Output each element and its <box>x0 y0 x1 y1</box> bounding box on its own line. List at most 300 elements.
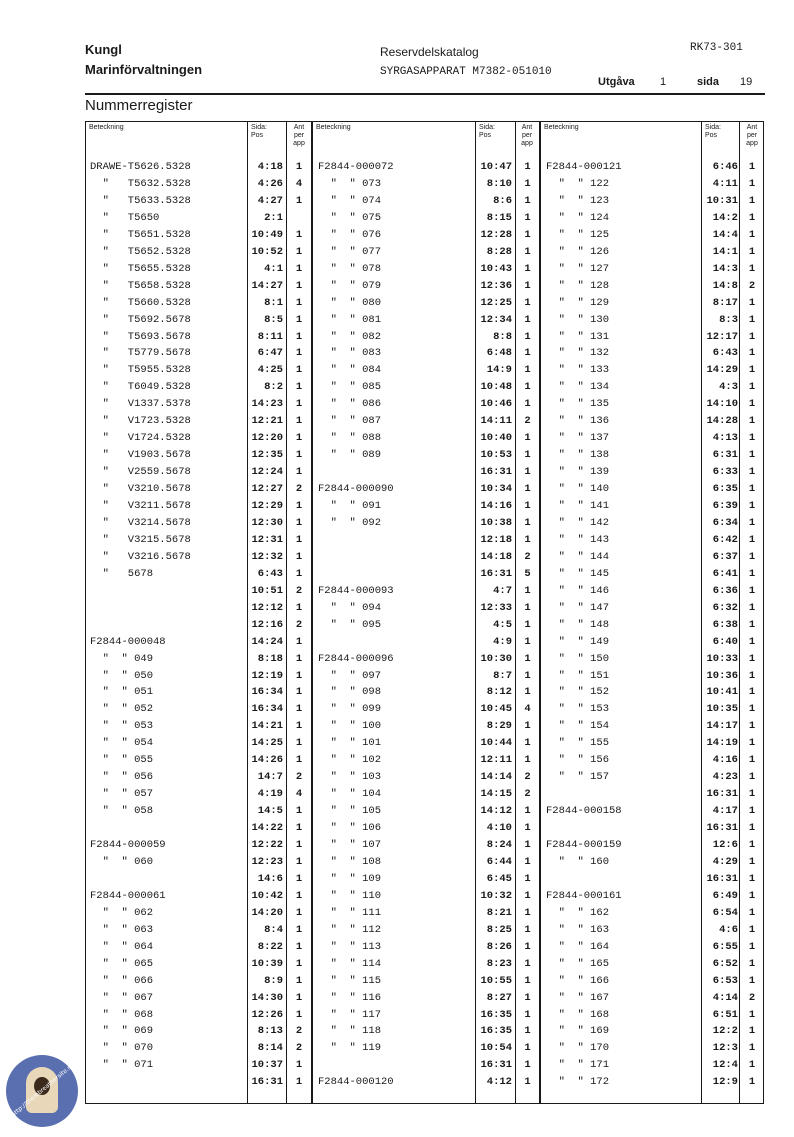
part-designation: " " 141 <box>546 500 610 512</box>
quantity-per-unit: 1 <box>295 1059 303 1071</box>
quantity-per-unit: 4 <box>524 703 531 715</box>
quantity-per-unit: 1 <box>748 737 756 749</box>
quantity-per-unit: 1 <box>295 314 303 326</box>
part-designation: F2844-000090 <box>318 483 394 495</box>
quantity-per-unit: 1 <box>295 636 303 648</box>
page-position: 8:24 <box>486 839 512 851</box>
page-position: 6:55 <box>712 941 738 953</box>
site-badge-logo <box>6 1055 78 1127</box>
page-position: 10:47 <box>480 161 512 173</box>
part-designation: " " 055 <box>90 754 154 766</box>
quantity-per-unit: 1 <box>748 585 756 597</box>
page-position: 12:6 <box>712 839 738 851</box>
quantity-per-unit: 1 <box>748 381 756 393</box>
part-designation: " V3215.5678 <box>90 534 191 546</box>
quantity-per-unit: 1 <box>748 754 756 766</box>
part-designation: " " 077 <box>318 246 382 258</box>
part-designation: " T5660.5328 <box>90 297 191 309</box>
part-designation: " " 073 <box>318 178 382 190</box>
page-position: 8:5 <box>264 314 283 326</box>
page-number: 19 <box>740 76 753 88</box>
part-designation: " T5632.5328 <box>90 178 191 190</box>
quantity-per-unit: 1 <box>295 297 303 309</box>
page-position: 12:11 <box>480 754 512 766</box>
part-designation: " " 098 <box>318 686 382 698</box>
page-position: 8:9 <box>264 975 283 987</box>
part-designation: " " 094 <box>318 602 382 614</box>
page-position: 16:31 <box>706 822 738 834</box>
part-designation: " " 057 <box>90 788 154 800</box>
part-designation: " 5678 <box>90 568 154 580</box>
quantity-per-unit: 1 <box>524 602 531 614</box>
page-position: 14:8 <box>712 280 738 292</box>
page-position: 8:11 <box>257 331 283 343</box>
page-position: 4:7 <box>493 585 512 597</box>
part-designation: " " 104 <box>318 788 382 800</box>
quantity-per-unit: 1 <box>748 856 756 868</box>
quantity-per-unit: 1 <box>295 500 303 512</box>
part-designation: " T5658.5328 <box>90 280 191 292</box>
quantity-per-unit: 1 <box>748 229 756 241</box>
quantity-per-unit: 1 <box>295 161 303 173</box>
quantity-per-unit: 1 <box>295 822 303 834</box>
quantity-per-unit: 1 <box>524 212 531 224</box>
page-position: 14:25 <box>251 737 283 749</box>
quantity-per-unit: 1 <box>748 873 756 885</box>
quantity-per-unit: 1 <box>748 602 756 614</box>
part-designation: " V3210.5678 <box>90 483 191 495</box>
page-position: 4:29 <box>712 856 738 868</box>
page-position: 4:3 <box>719 381 738 393</box>
part-designation: " T5692.5678 <box>90 314 191 326</box>
quantity-per-unit: 1 <box>524 992 531 1004</box>
quantity-per-unit: 1 <box>524 432 531 444</box>
quantity-per-unit: 1 <box>748 568 756 580</box>
part-designation: " " 052 <box>90 703 154 715</box>
page-position: 14:23 <box>251 398 283 410</box>
quantity-per-unit: 1 <box>295 856 303 868</box>
quantity-per-unit: 1 <box>295 347 303 359</box>
part-designation: " V1903.5678 <box>90 449 191 461</box>
quantity-per-unit: 1 <box>295 364 303 376</box>
quantity-per-unit: 1 <box>748 653 756 665</box>
quantity-per-unit: 1 <box>748 415 756 427</box>
quantity-per-unit: 1 <box>524 839 531 851</box>
page-position: 4:9 <box>493 636 512 648</box>
part-designation: " " 148 <box>546 619 610 631</box>
quantity-per-unit: 1 <box>524 347 531 359</box>
part-designation: " V1724.5328 <box>90 432 191 444</box>
organization-name <box>85 40 202 80</box>
page-position: 6:44 <box>486 856 512 868</box>
page-position: 4:16 <box>712 754 738 766</box>
part-designation: " " 074 <box>318 195 382 207</box>
part-designation: F2844-000121 <box>546 161 622 173</box>
column-header-qty: Ant per app <box>521 124 533 147</box>
page-position: 4:14 <box>712 992 738 1004</box>
quantity-per-unit: 1 <box>295 229 303 241</box>
quantity-per-unit: 1 <box>748 720 756 732</box>
page-position: 10:43 <box>480 263 512 275</box>
part-designation: " " 049 <box>90 653 154 665</box>
quantity-per-unit: 1 <box>748 331 756 343</box>
part-designation: " " 169 <box>546 1025 610 1037</box>
page-position: 12:31 <box>251 534 283 546</box>
part-designation: " " 126 <box>546 246 610 258</box>
quantity-per-unit: 1 <box>748 517 756 529</box>
part-designation: " " 080 <box>318 297 382 309</box>
page-position: 14:28 <box>706 415 738 427</box>
quantity-per-unit: 1 <box>295 958 303 970</box>
catalog-info <box>380 42 552 82</box>
quantity-per-unit: 1 <box>295 839 303 851</box>
page-position: 8:3 <box>719 314 738 326</box>
part-designation: F2844-000048 <box>90 636 166 648</box>
part-designation: " " 076 <box>318 229 382 241</box>
org-line-2: Marinförvaltningen <box>85 62 203 77</box>
page-position: 14:11 <box>480 415 512 427</box>
page-position: 14:26 <box>251 754 283 766</box>
part-designation: " " 113 <box>318 941 382 953</box>
page-position: 4:25 <box>257 364 283 376</box>
header-rule <box>85 93 765 95</box>
quantity-per-unit: 1 <box>524 178 531 190</box>
page-position: 10:34 <box>480 483 512 495</box>
page-position: 14:19 <box>706 737 738 749</box>
quantity-per-unit: 1 <box>524 670 531 682</box>
part-designation: " " 140 <box>546 483 610 495</box>
part-designation: F2844-000158 <box>546 805 622 817</box>
part-designation: " " 103 <box>318 771 382 783</box>
page-position: 8:26 <box>486 941 512 953</box>
part-designation: " " 125 <box>546 229 610 241</box>
page-position: 6:53 <box>712 975 738 987</box>
quantity-per-unit: 1 <box>295 568 303 580</box>
page-position: 4:23 <box>712 771 738 783</box>
quantity-per-unit: 1 <box>295 653 303 665</box>
quantity-per-unit: 1 <box>748 347 756 359</box>
quantity-per-unit: 1 <box>524 805 531 817</box>
quantity-per-unit: 1 <box>748 1059 756 1071</box>
quantity-per-unit: 1 <box>524 924 531 936</box>
page-position: 12:33 <box>480 602 512 614</box>
quantity-per-unit: 1 <box>524 195 531 207</box>
page-position: 16:31 <box>706 873 738 885</box>
quantity-per-unit: 1 <box>524 483 531 495</box>
page-position: 6:33 <box>712 466 738 478</box>
quantity-per-unit: 1 <box>748 1042 756 1054</box>
page-position: 16:34 <box>251 686 283 698</box>
quantity-per-unit: 2 <box>295 1025 303 1037</box>
part-designation: " " 123 <box>546 195 610 207</box>
page-position: 12:35 <box>251 449 283 461</box>
part-designation: " " 088 <box>318 432 382 444</box>
page-position: 14:3 <box>712 263 738 275</box>
page-position: 14:7 <box>257 771 283 783</box>
quantity-per-unit: 1 <box>295 195 303 207</box>
quantity-per-unit: 1 <box>295 331 303 343</box>
page-position: 10:31 <box>706 195 738 207</box>
quantity-per-unit: 1 <box>524 381 531 393</box>
part-designation: " " 130 <box>546 314 610 326</box>
quantity-per-unit: 1 <box>524 229 531 241</box>
quantity-per-unit: 2 <box>295 771 303 783</box>
quantity-per-unit: 1 <box>748 958 756 970</box>
quantity-per-unit: 1 <box>524 1076 531 1088</box>
part-designation: " " 071 <box>90 1059 154 1071</box>
part-designation: " " 132 <box>546 347 610 359</box>
page-position: 14:14 <box>480 771 512 783</box>
page-position: 8:8 <box>493 331 512 343</box>
page-position: 6:43 <box>712 347 738 359</box>
part-designation: " " 067 <box>90 992 154 1004</box>
page-position: 12:4 <box>712 1059 738 1071</box>
column-header-designation: Beteckning <box>544 124 579 131</box>
page-position: 10:40 <box>480 432 512 444</box>
badge-url: http://therebreathersite.nl <box>10 1062 75 1119</box>
quantity-per-unit: 1 <box>295 907 303 919</box>
quantity-per-unit: 1 <box>524 585 531 597</box>
quantity-per-unit: 1 <box>295 890 303 902</box>
part-designation: " " 097 <box>318 670 382 682</box>
page-position: 12:3 <box>712 1042 738 1054</box>
quantity-per-unit: 1 <box>524 822 531 834</box>
quantity-per-unit: 1 <box>295 432 303 444</box>
part-designation: " " 115 <box>318 975 382 987</box>
page-position: 14:16 <box>480 500 512 512</box>
column-header-page-pos: Sida: Pos <box>251 124 267 139</box>
part-designation: " " 166 <box>546 975 610 987</box>
quantity-per-unit: 2 <box>524 771 531 783</box>
quantity-per-unit: 1 <box>524 686 531 698</box>
quantity-per-unit: 1 <box>524 873 531 885</box>
quantity-per-unit: 1 <box>295 517 303 529</box>
page-position: 4:5 <box>493 619 512 631</box>
quantity-per-unit: 1 <box>748 314 756 326</box>
page-position: 10:45 <box>480 703 512 715</box>
part-designation: " " 118 <box>318 1025 382 1037</box>
page-position: 2:1 <box>264 212 283 224</box>
page-position: 16:31 <box>480 568 512 580</box>
quantity-per-unit: 1 <box>524 263 531 275</box>
part-designation: " " 054 <box>90 737 154 749</box>
page-position: 14:2 <box>712 212 738 224</box>
part-designation: " V3214.5678 <box>90 517 191 529</box>
group-divider <box>311 121 313 1104</box>
part-designation: " " 068 <box>90 1009 154 1021</box>
page-position: 14:1 <box>712 246 738 258</box>
part-designation: " " 151 <box>546 670 610 682</box>
page-position: 6:43 <box>257 568 283 580</box>
part-designation: " " 137 <box>546 432 610 444</box>
quantity-per-unit: 1 <box>524 975 531 987</box>
part-designation: " " 116 <box>318 992 382 1004</box>
part-designation: " " 101 <box>318 737 382 749</box>
part-designation: " " 082 <box>318 331 382 343</box>
page-position: 10:52 <box>251 246 283 258</box>
quantity-per-unit: 1 <box>295 280 303 292</box>
column-header-designation: Beteckning <box>316 124 351 131</box>
page-position: 6:39 <box>712 500 738 512</box>
part-designation: " T5652.5328 <box>90 246 191 258</box>
page-position: 8:18 <box>257 653 283 665</box>
part-designation: " T5693.5678 <box>90 331 191 343</box>
part-designation: " " 110 <box>318 890 382 902</box>
quantity-per-unit: 1 <box>524 1025 531 1037</box>
page-position: 12:32 <box>251 551 283 563</box>
quantity-per-unit: 1 <box>295 263 303 275</box>
quantity-per-unit: 1 <box>748 703 756 715</box>
quantity-per-unit: 1 <box>524 907 531 919</box>
part-designation: " " 051 <box>90 686 154 698</box>
part-designation: " " 079 <box>318 280 382 292</box>
page-position: 14:15 <box>480 788 512 800</box>
page-position: 12:30 <box>251 517 283 529</box>
quantity-per-unit: 1 <box>524 1042 531 1054</box>
quantity-per-unit: 1 <box>524 280 531 292</box>
column-header-designation: Beteckning <box>89 124 124 131</box>
part-designation: F2844-000093 <box>318 585 394 597</box>
part-designation: " " 147 <box>546 602 610 614</box>
quantity-per-unit: 1 <box>748 1076 756 1088</box>
part-designation: " V1723.5328 <box>90 415 191 427</box>
page-position: 6:31 <box>712 449 738 461</box>
quantity-per-unit: 1 <box>748 161 756 173</box>
quantity-per-unit: 2 <box>524 551 531 563</box>
page-position: 4:1 <box>264 263 283 275</box>
part-designation: " " 092 <box>318 517 382 529</box>
part-designation: " T5955.5328 <box>90 364 191 376</box>
quantity-per-unit: 1 <box>748 483 756 495</box>
quantity-per-unit: 4 <box>295 178 303 190</box>
part-designation: " " 119 <box>318 1042 382 1054</box>
part-designation: " " 160 <box>546 856 610 868</box>
page-position: 12:25 <box>480 297 512 309</box>
part-designation: " " 099 <box>318 703 382 715</box>
part-designation: " " 124 <box>546 212 610 224</box>
page-position: 10:33 <box>706 653 738 665</box>
quantity-per-unit: 1 <box>524 890 531 902</box>
page-position: 14:22 <box>251 822 283 834</box>
page-position: 16:31 <box>480 1059 512 1071</box>
quantity-per-unit: 2 <box>748 992 756 1004</box>
part-designation: " " 138 <box>546 449 610 461</box>
quantity-per-unit: 1 <box>748 805 756 817</box>
page-position: 8:7 <box>493 670 512 682</box>
quantity-per-unit: 1 <box>748 941 756 953</box>
page-position: 14:12 <box>480 805 512 817</box>
quantity-per-unit: 1 <box>524 737 531 749</box>
group-divider <box>539 121 541 1104</box>
quantity-per-unit: 1 <box>748 398 756 410</box>
part-designation: " " 142 <box>546 517 610 529</box>
page-position: 12:19 <box>251 670 283 682</box>
edition-label: Utgåva <box>598 76 635 88</box>
part-designation: F2844-000059 <box>90 839 166 851</box>
part-designation: " " 153 <box>546 703 610 715</box>
page-position: 10:35 <box>706 703 738 715</box>
page-position: 6:41 <box>712 568 738 580</box>
page-position: 12:20 <box>251 432 283 444</box>
page-position: 16:35 <box>480 1025 512 1037</box>
part-designation: " " 139 <box>546 466 610 478</box>
part-designation: " " 167 <box>546 992 610 1004</box>
quantity-per-unit: 1 <box>295 398 303 410</box>
page-position: 10:36 <box>706 670 738 682</box>
quantity-per-unit: 1 <box>748 771 756 783</box>
device-title: SYRGASAPPARAT M7382-051010 <box>380 66 552 78</box>
page-position: 14:27 <box>251 280 283 292</box>
quantity-per-unit: 1 <box>748 1025 756 1037</box>
page-position: 14:30 <box>251 992 283 1004</box>
quantity-per-unit: 1 <box>295 720 303 732</box>
page-position: 12:2 <box>712 1025 738 1037</box>
part-designation: F2844-000061 <box>90 890 166 902</box>
part-designation: " " 105 <box>318 805 382 817</box>
part-designation: " " 065 <box>90 958 154 970</box>
page-position: 6:51 <box>712 1009 738 1021</box>
part-designation: " " 129 <box>546 297 610 309</box>
page-position: 4:13 <box>712 432 738 444</box>
part-designation: " " 154 <box>546 720 610 732</box>
quantity-per-unit: 1 <box>748 297 756 309</box>
page-position: 10:42 <box>251 890 283 902</box>
page-position: 14:20 <box>251 907 283 919</box>
page-position: 4:6 <box>719 924 738 936</box>
quantity-per-unit: 1 <box>295 246 303 258</box>
part-designation: " " 089 <box>318 449 382 461</box>
page-label: sida <box>697 76 720 88</box>
page-position: 4:18 <box>257 161 283 173</box>
page-position: 8:12 <box>486 686 512 698</box>
quantity-per-unit: 1 <box>748 449 756 461</box>
quantity-per-unit: 1 <box>748 839 756 851</box>
col-divider <box>247 121 248 1104</box>
quantity-per-unit: 2 <box>295 585 303 597</box>
part-designation: " T6049.5328 <box>90 381 191 393</box>
page-position: 4:17 <box>712 805 738 817</box>
part-designation: " " 131 <box>546 331 610 343</box>
quantity-per-unit: 1 <box>524 720 531 732</box>
part-designation: " " 112 <box>318 924 382 936</box>
quantity-per-unit: 1 <box>748 500 756 512</box>
quantity-per-unit: 1 <box>748 890 756 902</box>
part-designation: " " 128 <box>546 280 610 292</box>
quantity-per-unit: 1 <box>524 517 531 529</box>
page-position: 16:34 <box>251 703 283 715</box>
quantity-per-unit: 1 <box>295 670 303 682</box>
quantity-per-unit: 4 <box>295 788 303 800</box>
column-header-qty: Ant per app <box>293 124 305 147</box>
quantity-per-unit: 1 <box>748 975 756 987</box>
quantity-per-unit: 1 <box>295 449 303 461</box>
part-designation: " " 144 <box>546 551 610 563</box>
part-designation: " " 172 <box>546 1076 610 1088</box>
quantity-per-unit: 1 <box>748 1009 756 1021</box>
quantity-per-unit: 1 <box>524 364 531 376</box>
quantity-per-unit: 1 <box>748 364 756 376</box>
part-designation: " " 152 <box>546 686 610 698</box>
page-position: 8:14 <box>257 1042 283 1054</box>
page-position: 10:32 <box>480 890 512 902</box>
document-id: RK73-301 <box>690 42 743 54</box>
page-position: 8:22 <box>257 941 283 953</box>
part-designation: " " 143 <box>546 534 610 546</box>
page-position: 8:23 <box>486 958 512 970</box>
page-position: 8:4 <box>264 924 283 936</box>
part-designation: " " 146 <box>546 585 610 597</box>
quantity-per-unit: 1 <box>524 941 531 953</box>
